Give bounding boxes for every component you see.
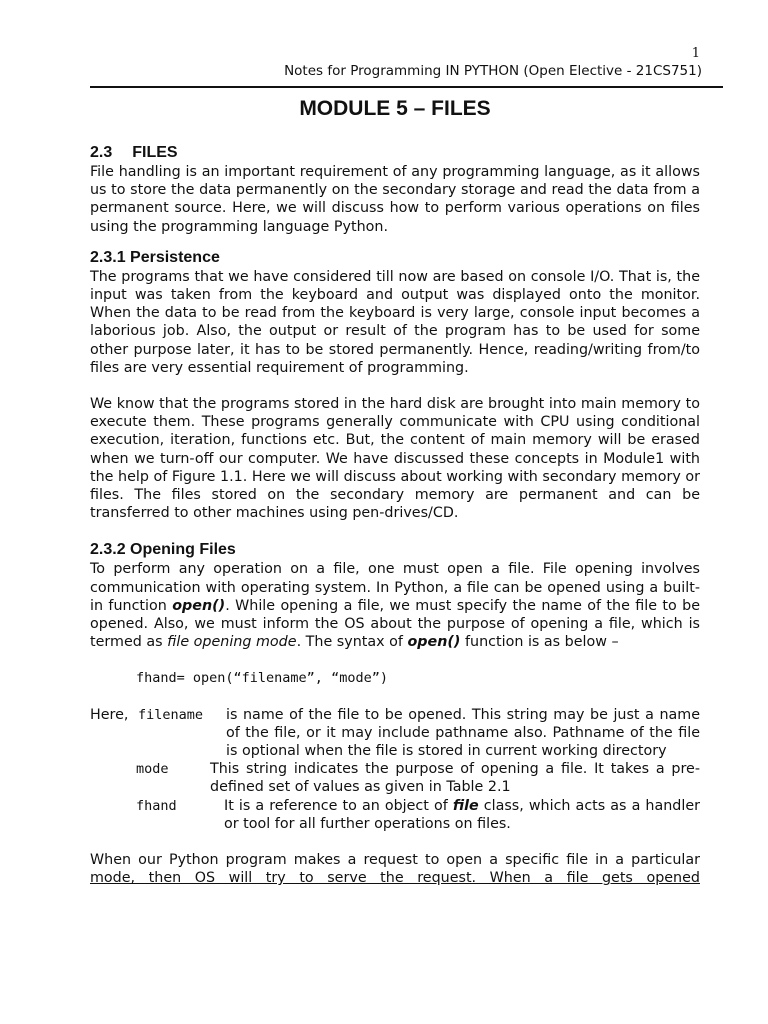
- definition-filename: [90, 706, 700, 761]
- definition-mode: [90, 760, 700, 796]
- running-header: Notes for Programming IN PYTHON (Open Elective - 21CS751): [284, 63, 702, 79]
- code-snippet: fhand= open(“filename”, “mode”): [136, 670, 388, 687]
- text-run: . While opening a file, we must specify the name of the file to be opened. Also, we must inform the OS about the purpose of opening a file, which is termed as: [90, 597, 700, 651]
- document-body: [90, 143, 700, 888]
- definition-text: This string indicates the purpose of opening a file. It takes a pre- defined set of values as given in Table 2.1: [210, 761, 700, 796]
- text-run: To perform any operation on a file, one must open a file. File opening involves communication with operating system. In Python, a file can be opened using a built-in function: [90, 561, 700, 614]
- term-file-opening-mode: file opening mode: [167, 634, 297, 651]
- text-run: function is as below –: [460, 634, 619, 651]
- text-run: It is a reference to an object of: [224, 797, 453, 814]
- text-run: . The syntax of: [296, 634, 408, 651]
- here-label: Here,: [90, 706, 129, 723]
- definition-term: mode: [136, 761, 169, 778]
- persistence-paragraph-1: The programs that we have considered till now are based on console I/O. That is, the input was taken from the keyboard and output was displayed onto the monitor. When the data to be read from the keyboard is very large, console input becomes a laborious job. Also, the output or result of the program has to be used for some other purpose later, it has to be stored permanently. Hence, reading/writing from/to files are very essential requirement of programming.: [90, 268, 700, 376]
- term-file: file: [452, 797, 479, 814]
- paragraph-spacer: [90, 377, 700, 395]
- definition-term: fhand: [136, 797, 177, 814]
- definition-term: filename: [138, 706, 204, 723]
- section-heading-opening-files: 2.3.2 Opening Files: [90, 541, 236, 559]
- opening-files-paragraph: [90, 560, 700, 651]
- definition-fhand: [90, 797, 700, 833]
- text-run: class, which acts as a handler or tool for all further operations on files.: [224, 797, 701, 832]
- page-title: MODULE 5 – FILES: [299, 97, 491, 120]
- persistence-paragraph-2: We know that the programs stored in the hard disk are brought into main memory to execute them. These programs generally communicate with CPU using conditional execution, iteration, functions etc. But, the content of main memory will be erased when we turn-off our computer. We have discussed these concepts in Module1 with the help of Figure 1.1. Here we will discuss about working with secondary memory or files. The files stored on the secondary memory are permanent and can be transferred to other machines using pen-drives/CD.: [90, 396, 700, 522]
- definition-text: [224, 797, 700, 833]
- section-heading-files: [90, 143, 700, 163]
- function-name-open: open(): [172, 597, 226, 614]
- section-heading-persistence: 2.3.1 Persistence: [90, 248, 220, 266]
- function-name-open: open(): [407, 634, 461, 651]
- definition-list: [90, 706, 700, 833]
- section-number: 2.3: [90, 144, 113, 161]
- files-paragraph: File handling is an important requirement of any programming language, as it allows us to store the data permanently on the secondary storage and read the data from a permanent source. Here, we will discuss how to perform various operations on files using the programming language Python.: [90, 164, 700, 235]
- closing-line-2: mode, then OS will try to serve the request. When a file gets opened: [90, 870, 700, 887]
- closing-line-1: When our Python program makes a request to open a specific file in a particular: [90, 852, 700, 869]
- page-number: 1: [691, 46, 700, 61]
- definition-text: is name of the file to be opened. This string may be just a name of the file, or it may include pathname also. Pathname of the file is optional when the file is stored in current working directory: [226, 706, 700, 760]
- section-title: FILES: [132, 144, 178, 161]
- header-divider: [90, 86, 723, 88]
- paragraph-spacer: [90, 833, 700, 851]
